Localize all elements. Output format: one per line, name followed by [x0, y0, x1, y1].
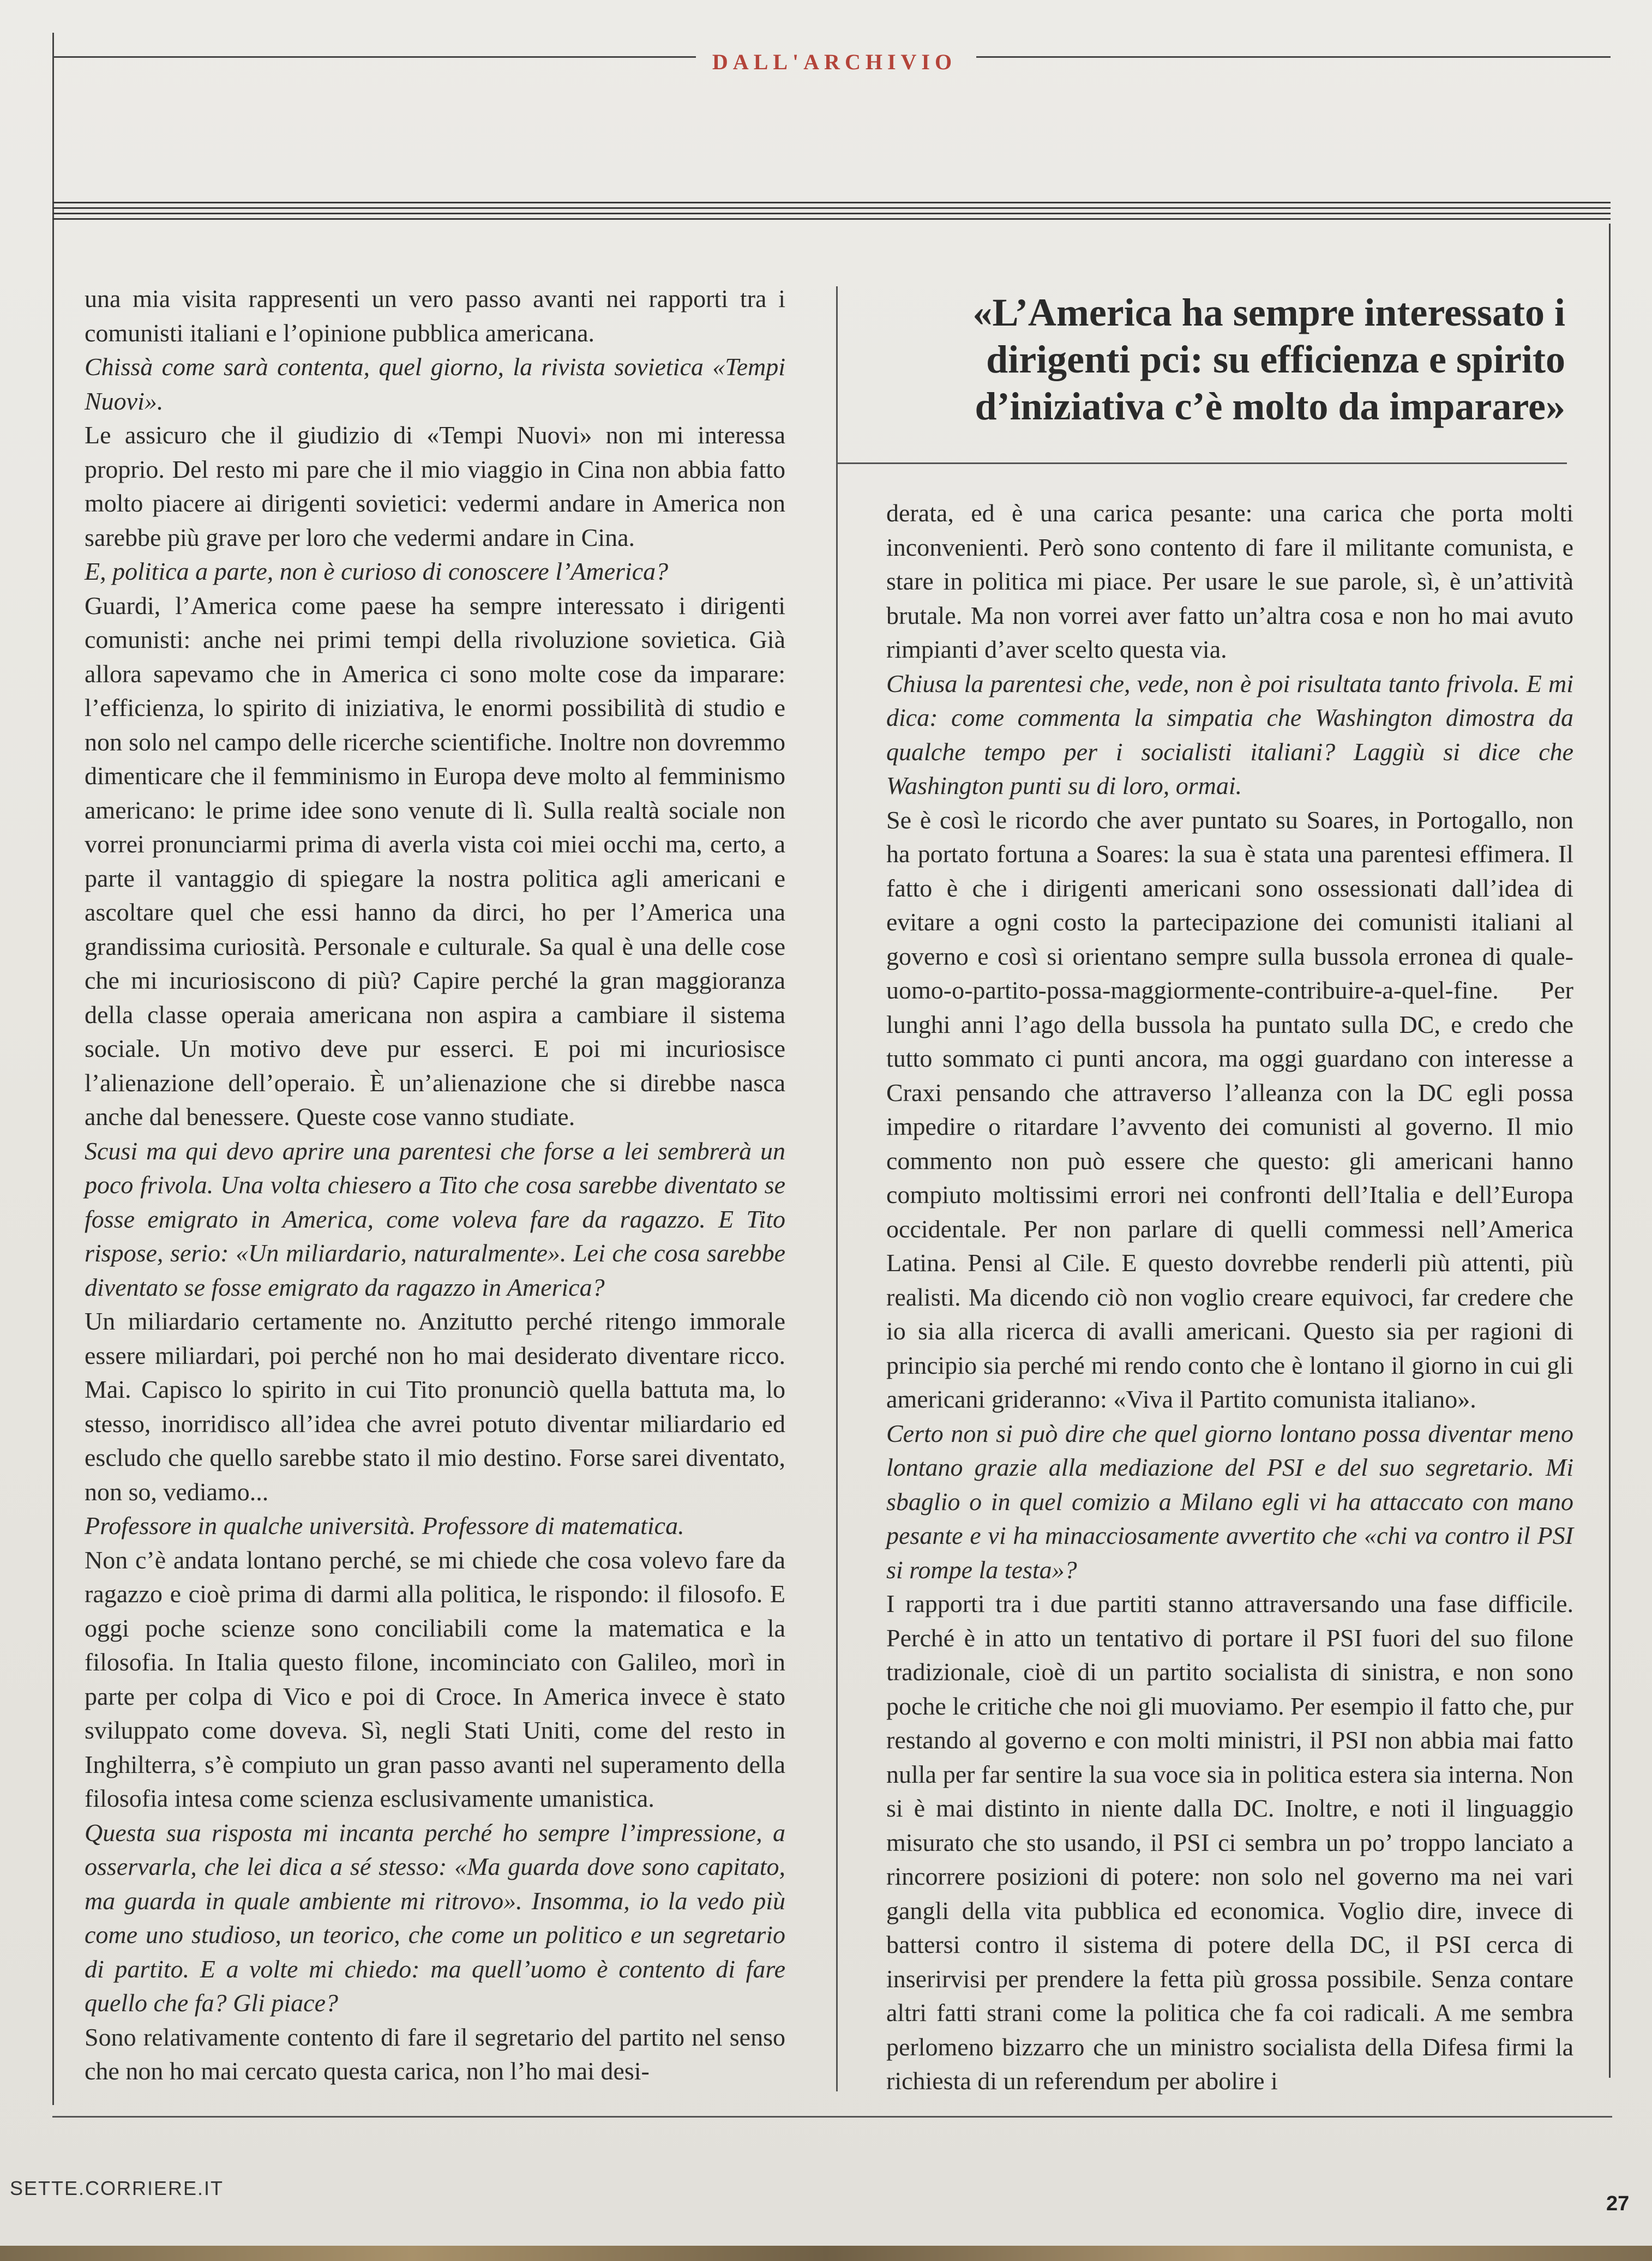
header-triple-rule — [52, 202, 1611, 224]
article-column-right — [886, 496, 1573, 2098]
interview-answer: Guardi, l’America come paese ha sempre interessato i dirigenti comunisti: anche nei primi tempi della rivoluzione sovietica. Già allora sapevamo che in America ci sono molte cose da imparare: l’efficienza, lo spirito di iniziativa, le enormi possibilità di studio e non solo nel campo delle ricerche scientifiche. Inoltre non dovremmo dimenticare che il femminismo in Europa deve molto al femminismo americano: le prime idee sono venute di lì. Sulla realtà sociale non vorrei pronunciarmi prima di averla vista coi miei occhi ma, certo, a parte il vantaggio di spiegare la nostra politica agli americani e ascoltare quel che essi hanno da dirci, ho per l’America una grandissima curiosità. Personale e culturale. Sa qual è una delle cose che mi incuriosiscono di più? Capire perché la gran maggioranza della classe operaia americana non aspira a cambiare il sistema sociale. Un motivo deve pur esserci. E poi mi incuriosisce l’alienazione dell’operaio. È un’alienazione che si direbbe nasca anche dal benessere. Queste cose vanno studiate. — [85, 591, 785, 1130]
page-frame-left-line — [52, 33, 54, 2105]
section-label: DALL'ARCHIVIO — [712, 50, 957, 74]
interview-question: E, politica a parte, non è curioso di conoscere l’America? — [85, 557, 669, 585]
background-surface-strip — [0, 2246, 1652, 2261]
pull-quote: «L’America ha sempre interessato i dirigenti pci: su efficienza e spirito d’iniziativa c’è molto da imparare» — [972, 291, 1565, 428]
interview-question: Professore in qualche università. Professore di matematica. — [85, 1512, 684, 1540]
interview-answer: una mia visita rappresenti un vero passo avanti nei rapporti tra i comunisti italiani e l’opinione pubblica americana. — [85, 285, 785, 347]
header-rule-right — [976, 56, 1611, 58]
column-divider — [836, 286, 838, 2091]
header-rule-left — [52, 56, 696, 58]
interview-answer: Un miliardario certamente no. Anzitutto perché ritengo immorale essere miliardari, poi perché non ho mai desiderato diventare ricco. Mai. Capisco lo spirito in cui Tito pronunciò quella battuta ma, lo stesso, inorridisco all’idea che avrei potuto diventar miliardario ed escludo che quello sarebbe stato il mio destino. Forse sarei diventato, non so, vediamo... — [85, 1307, 785, 1506]
interview-answer: Le assicuro che il giudizio di «Tempi Nuovi» non mi interessa proprio. Del resto mi pare che il mio viaggio in Cina non abbia fatto molto piacere ai dirigenti sovietici: vedermi andare in America non sarebbe più grave per loro che vedermi andare in Cina. — [85, 421, 785, 551]
interview-answer: derata, ed è una carica pesante: una carica che porta molti inconvenienti. Però sono contento di fare il militante comunista, e stare in politica mi piace. Per usare le sue parole, sì, è un’attività brutale. Ma non vorrei aver fatto un’altra cosa e non ho mai avuto rimpianti d’aver scelto questa via. — [886, 499, 1573, 663]
interview-answer: I rapporti tra i due partiti stanno attraversando una fase difficile. Perché è in atto un tentativo di portare il PSI fuori del suo filone tradizionale, cioè di un partito socialista di sinistra, e non sono poche le critiche che noi gli muoviamo. Per esempio il fatto che, pur restando al governo e con molti ministri, il PSI non abbia mai fatto nulla per far sentire la sua voce sia in politica estera sia interna. Non si è mai distinto in niente dalla DC. Inoltre, e noti il linguaggio misurato che sto usando, il PSI ci sembra un po’ troppo lanciato a rincorrere posizioni di potere: non solo nel governo ma nei vari gangli della vita pubblica ed economica. Voglio dire, invece di battersi contro il sistema di potere della DC, il PSI cerca di inserirvisi per prendere la fetta più grossa possibile. Senza contare altri fatti strani come la politica che fa coi radicali. A me sembra perlomeno bizzarro che un ministro socialista della Difesa firmi la richiesta di un referendum per abolire i — [886, 1590, 1573, 2095]
article-column-left — [85, 282, 785, 2089]
page-frame-right-line — [1609, 224, 1611, 2078]
footer-site-name: SETTE.CORRIERE.IT — [10, 2177, 224, 2199]
interview-question: Questa sua risposta mi incanta perché ho sempre l’impressione, a osservarla, che lei dica a sé stesso: «Ma guarda dove sono capitato, ma guarda in quale ambiente mi ritrovo». Insomma, io la vedo più come uno studioso, un teorico, che come un politico e un segretario di partito. E a volte mi chiedo: ma quell’uomo è contento di fare quello che fa? Gli piace? — [85, 1818, 785, 2017]
interview-question: Chiusa la parentesi che, vede, non è poi risultata tanto frivola. E mi dica: come commenta la simpatia che Washington dimostra da qualche tempo per i socialisti italiani? Laggiù si dice che Washington punti su di loro, ormai. — [886, 669, 1573, 799]
interview-question: Certo non si può dire che quel giorno lontano possa diventar meno lontano grazie alla mediazione del PSI e del suo segretario. Mi sbaglio o in quel comizio a Milano egli vi ha attaccato con mano pesante e vi ha minacciosamente avvertito che «chi va contro il PSI si rompe la testa»? — [886, 1419, 1573, 1584]
footer-rule — [52, 2116, 1612, 2118]
interview-answer: Se è così le ricordo che aver puntato su Soares, in Portogallo, non ha portato fortuna a Soares: la sua è stata una parentesi effimera. Il fatto è che i dirigenti americani sono ossessionati dall’idea di evitare a ogni costo la partecipazione dei comunisti italiani al governo e così si orientano sempre sulla bussola erronea di quale-uomo-o-partito-possa-maggiormente-contribuire-a-quel-fine. Per lunghi anni l’ago della bussola ha puntato sulla DC, e credo che tutto sommato ci punti ancora, ma oggi guardano con interesse a Craxi pensando che attraverso l’alleanza con la DC egli possa impedire o ritardare l’avvento dei comunisti al governo. Il mio commento non può essere che questo: gli americani hanno compiuto moltissimi errori nei confronti dell’Italia e dell’Europa occidentale. Per non parlare di quelli commessi nell’America Latina. Pensi al Cile. E questo dovrebbe renderli più attenti, più realisti. Ma dicendo ciò non voglio creare equivoci, far credere che io sia alla ricerca di avalli americani. Questo sia per ragioni di principio sia perché mi rendo conto che è lontano il giorno in cui gli americani grideranno: «Viva il Partito comunista italiano». — [886, 805, 1573, 1413]
interview-answer: Sono relativamente contento di fare il segretario del partito nel senso che non ho mai cercato questa carica, non l’ho mai desi- — [85, 2023, 785, 2085]
interview-question: Chissà come sarà contenta, quel giorno, la rivista sovietica «Tempi Nuovi». — [85, 353, 785, 415]
interview-answer: Non c’è andata lontano perché, se mi chiede che cosa volevo fare da ragazzo e cioè prima di darmi alla politica, le rispondo: il filosofo. E oggi poche scienze sono conciliabili come la matematica e la filosofia. In Italia questo filone, incominciato con Galileo, morì in parte per colpa di Vico e poi di Croce. In America invece è stato sviluppato come doveva. Sì, negli Stati Uniti, come del resto in Inghilterra, s’è compiuto un gran passo avanti nel superamento della filosofia intesa come scienza esclusivamente umanistica. — [85, 1546, 785, 1812]
interview-question: Scusi ma qui devo aprire una parentesi che forse a lei sembrerà un poco frivola. Una volta chiesero a Tito che cosa sarebbe diventato se fosse emigrato in America, come voleva fare da ragazzo. E Tito rispose, serio: «Un miliardario, naturalmente». Lei che cosa sarebbe diventato se fosse emigrato da ragazzo in America? — [85, 1136, 785, 1301]
page-number: 27 — [1606, 2192, 1630, 2215]
pull-quote-rule — [836, 462, 1567, 464]
